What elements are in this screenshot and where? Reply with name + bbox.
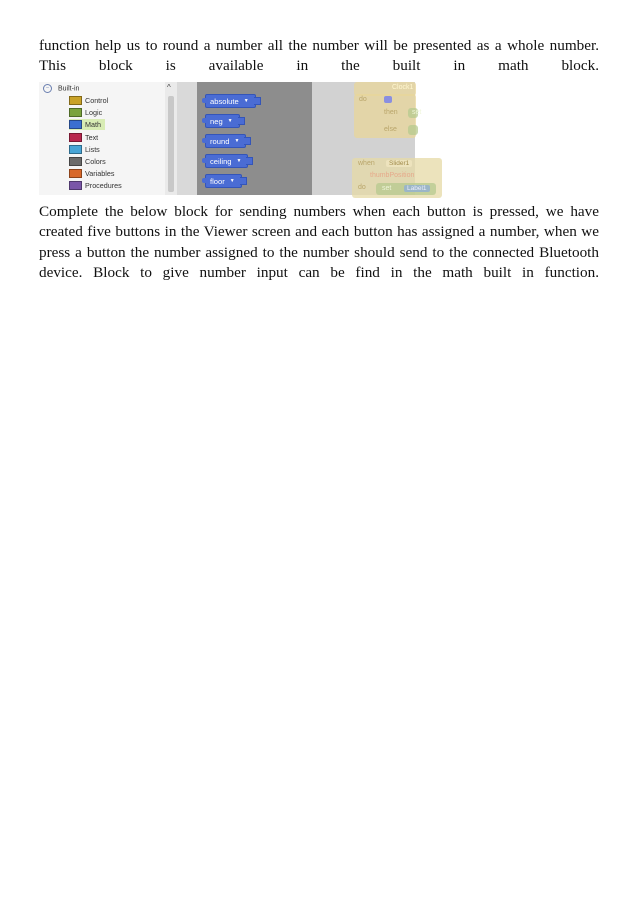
chevron-up-icon[interactable]: ^ (167, 83, 171, 92)
math-block-floor[interactable] (205, 174, 242, 188)
category-color-icon (69, 133, 82, 142)
category-label: Control (85, 96, 109, 105)
block-connector (202, 118, 206, 123)
block-connector (202, 158, 206, 163)
category-color-icon (69, 145, 82, 154)
math-block-round[interactable] (205, 134, 246, 148)
input-socket (238, 117, 245, 125)
do-label: do (359, 96, 367, 103)
palette-header-label: Built-in (58, 85, 80, 93)
flyout-gutter (177, 82, 197, 195)
input-socket (246, 157, 253, 165)
palette-category-logic[interactable] (69, 107, 106, 118)
math-block-label: floor (210, 176, 225, 186)
text-line: This block is available in the built in math block. (39, 57, 599, 75)
dropdown-icon[interactable]: ▼ (229, 178, 235, 184)
text-line: Complete the below block for sending numbers when each button is pressed, we have (39, 203, 599, 220)
text-line: created five buttons in the Viewer screen and each button has assigned a number, when we (39, 223, 599, 241)
category-color-icon (69, 120, 82, 129)
block-connector (202, 178, 206, 183)
category-color-icon (69, 157, 82, 166)
palette-category-math[interactable] (69, 119, 105, 130)
category-label: Text (85, 132, 99, 142)
math-block-label: absolute (210, 96, 239, 106)
palette-category-procedures[interactable] (69, 180, 126, 191)
palette-header (43, 84, 79, 93)
input-socket (240, 177, 247, 185)
dropdown-icon[interactable]: ▼ (236, 158, 242, 164)
category-label: Logic (85, 108, 103, 118)
category-label: Lists (85, 144, 100, 154)
dropdown-icon[interactable]: ▼ (227, 118, 233, 124)
collapse-icon: – (43, 84, 52, 93)
category-color-icon (69, 96, 82, 105)
category-label: Math (85, 120, 101, 130)
clock-label: Clock1 (392, 84, 414, 91)
math-blocks-flyout (197, 82, 312, 195)
then-label: then (384, 109, 398, 116)
blocks-palette (39, 82, 177, 195)
category-color-icon (69, 169, 82, 178)
math-block-label: neg (210, 116, 223, 126)
palette-category-colors[interactable] (69, 156, 110, 167)
scrollbar-thumb[interactable] (168, 96, 174, 192)
math-block-neg[interactable] (205, 114, 240, 128)
slider-chip: Slider1 (386, 160, 412, 167)
math-block-label: ceiling (210, 156, 232, 166)
text-line: device. Block to give number input can be find in the math built in function. (39, 264, 599, 282)
if-chip (384, 96, 392, 103)
text-line: press a button the number assigned to the number should send to the connected Bluetooth (39, 243, 599, 261)
thumb-position-label: thumbPosition (370, 172, 415, 179)
text-line: function help us to round a number all the number will be presented as a whole number. (39, 37, 599, 54)
dropdown-icon[interactable]: ▼ (243, 98, 249, 104)
block-connector (202, 138, 206, 143)
else-label: else (384, 126, 397, 133)
math-block-label: round (210, 136, 230, 146)
set-label: set (412, 109, 422, 116)
math-block-ceiling[interactable] (205, 154, 248, 168)
palette-category-text[interactable] (69, 132, 102, 143)
category-color-icon (69, 108, 82, 117)
category-color-icon (69, 181, 82, 190)
dropdown-icon[interactable]: ▼ (234, 138, 240, 144)
category-label: Variables (85, 169, 115, 179)
when-label: when (358, 160, 375, 167)
block-connector (202, 98, 206, 103)
set-label: set (382, 185, 392, 192)
label-chip: Label1 (404, 185, 430, 192)
paragraph-instructions (39, 202, 599, 304)
blocks-workspace (312, 82, 427, 195)
category-label: Procedures (85, 181, 122, 191)
set-block (408, 125, 418, 135)
app-inventor-math-screenshot (39, 82, 427, 195)
palette-category-variables[interactable] (69, 168, 118, 179)
math-block-absolute[interactable] (205, 94, 256, 108)
input-socket (244, 137, 251, 145)
do-label: do (358, 184, 366, 191)
palette-category-lists[interactable] (69, 144, 104, 155)
palette-category-control[interactable] (69, 95, 112, 106)
input-socket (254, 97, 261, 105)
palette-scrollbar[interactable] (165, 82, 177, 195)
category-label: Colors (85, 157, 106, 166)
